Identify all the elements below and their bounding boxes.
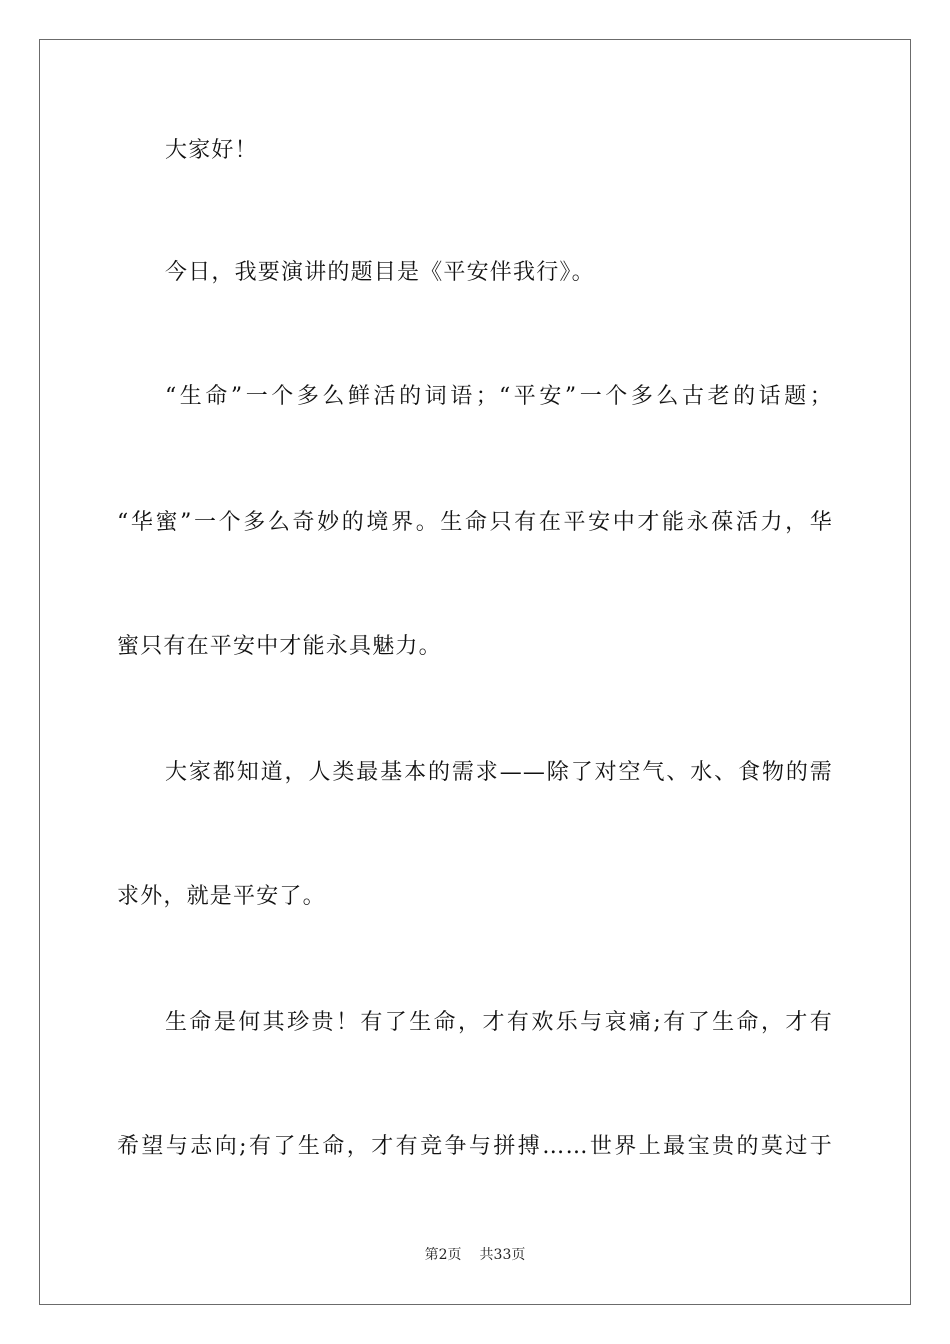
- page-footer: [0, 1246, 950, 1264]
- paragraph-line: 生命是何其珍贵！有了生命，才有欢乐与哀痛;有了生命，才有: [165, 1010, 833, 1035]
- paragraph-line: 蜜只有在平安中才能永具魅力。: [117, 634, 442, 659]
- paragraph-topic: 今日，我要演讲的题目是《平安伴我行》。: [165, 260, 595, 285]
- page-total: 共33页: [479, 1247, 526, 1263]
- page-border: [39, 39, 911, 1305]
- paragraph-line: 求外，就是平安了。: [117, 884, 326, 909]
- paragraph-line: 大家都知道，人类最基本的需求——除了对空气、水、食物的需: [165, 760, 833, 785]
- paragraph-line: 希望与志向;有了生命，才有竞争与拼搏……世界上最宝贵的莫过于: [117, 1134, 833, 1159]
- paragraph-line: “华蜜”一个多么奇妙的境界。生命只有在平安中才能永葆活力，华: [117, 510, 833, 535]
- page-number: 第2页: [424, 1247, 462, 1263]
- paragraph-greeting: 大家好！: [165, 138, 258, 163]
- paragraph-line: “生命”一个多么鲜活的词语；“平安”一个多么古老的话题；: [165, 384, 833, 409]
